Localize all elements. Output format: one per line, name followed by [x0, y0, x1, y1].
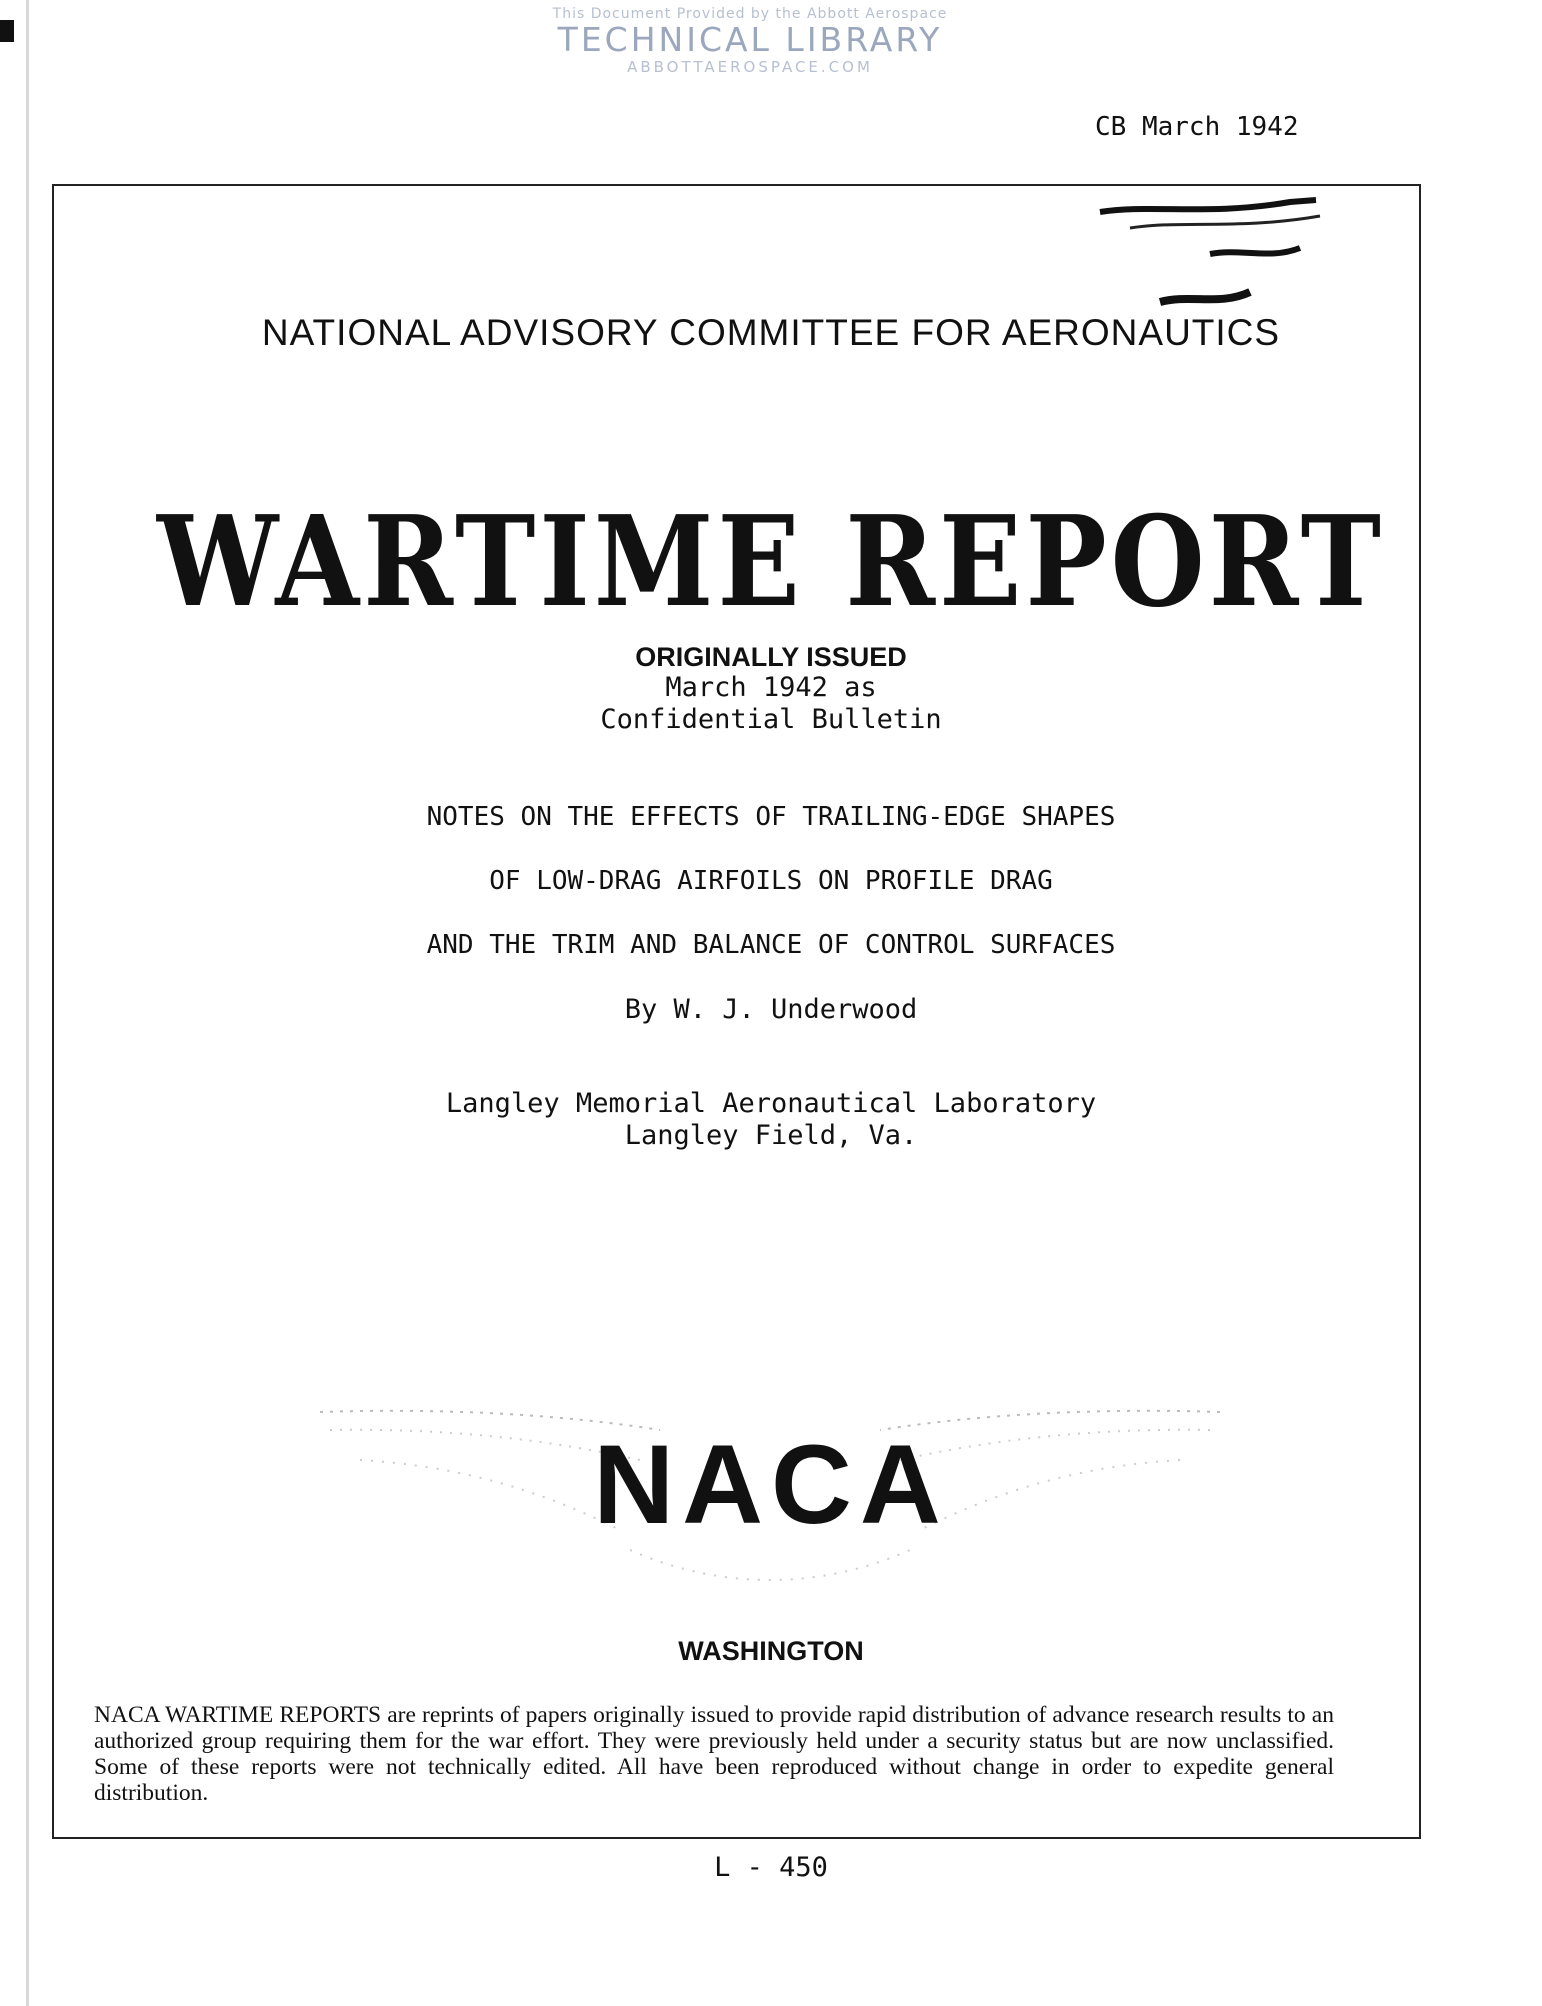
- laboratory-location: Langley Field, Va.: [624, 1120, 918, 1151]
- issue-date: March 1942 as: [665, 672, 877, 703]
- laboratory-name: Langley Memorial Aeronautical Laboratory: [445, 1088, 1097, 1119]
- committee-name: NATIONAL ADVISORY COMMITTEE FOR AERONAUTICS: [261, 312, 1281, 353]
- originally-issued-label: ORIGINALLY ISSUED: [635, 642, 907, 672]
- watermark-provider: This Document Provided by the Abbott Aerospace: [552, 6, 948, 22]
- report-title-line-1: NOTES ON THE EFFECTS OF TRAILING-EDGE SHAPES: [426, 802, 1116, 832]
- report-title-line-3: AND THE TRIM AND BALANCE OF CONTROL SURFACES: [426, 930, 1116, 960]
- watermark-library: TECHNICAL LIBRARY: [557, 20, 943, 59]
- publication-city: WASHINGTON: [678, 1636, 864, 1666]
- cb-date: CB March 1942: [1095, 112, 1299, 142]
- page-code: L - 450: [714, 1852, 828, 1883]
- watermark-url: ABBOTTAEROSPACE.COM: [627, 58, 873, 76]
- scan-mark: [0, 20, 14, 42]
- redaction-scribble: [1090, 190, 1340, 330]
- report-title-line-2: OF LOW-DRAG AIRFOILS ON PROFILE DRAG: [489, 866, 1053, 896]
- disclaimer-paragraph: NACA WARTIME REPORTS are reprints of papers originally issued to provide rapid distribution of advance research results to an authorized group requiring them for the war effort. They were previously held under a security status but are now unclassified. Some of these reports were not technically edited. All have been reproduced without change in order to expedite general distribution.: [94, 1702, 1334, 1806]
- issue-classification: Confidential Bulletin: [600, 704, 942, 735]
- naca-logo-text: NACA: [593, 1422, 949, 1547]
- author: By W. J. Underwood: [624, 994, 918, 1025]
- report-type-heading: WARTIME REPORT: [157, 490, 1385, 635]
